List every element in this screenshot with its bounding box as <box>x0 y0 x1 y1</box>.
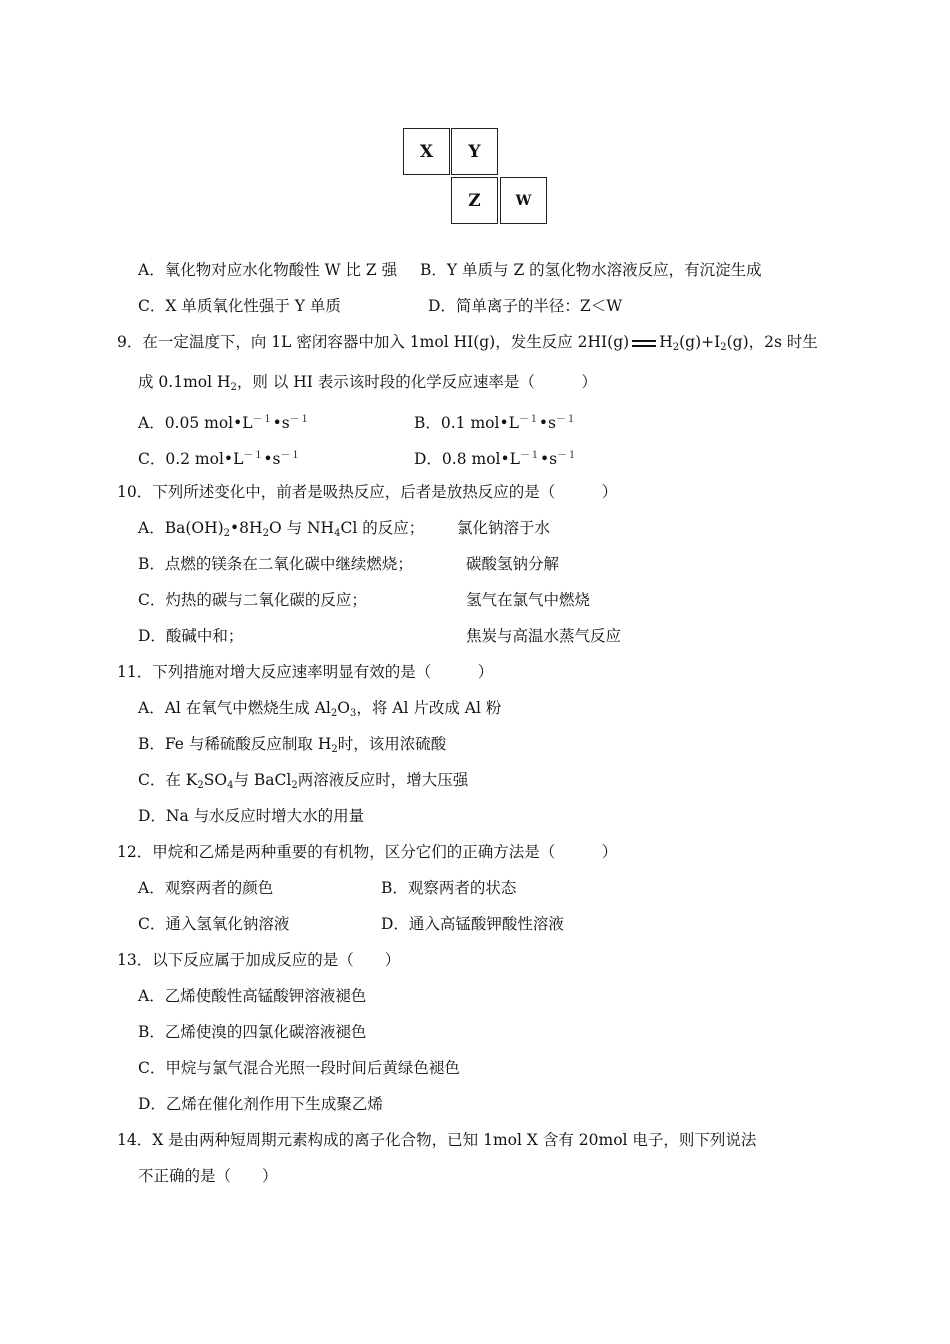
q8-option-d: D．简单离子的半径：Z＜W <box>428 297 623 315</box>
q11-option-d: D．Na 与水反应时增大水的用量 <box>138 807 365 825</box>
q9-stem-line2: 成 0.1mol $H_2$，则 以 HI 表示该时段的化学反应速率是（ ） <box>138 373 597 393</box>
grid-cell-w: W <box>500 177 547 224</box>
grid-cell-y: Y <box>451 128 498 175</box>
q11-stem: 11．下列措施对增大反应速率明显有效的是（ ） <box>117 663 494 681</box>
q9-option-c: C．0.2 $mol•L^{-1}•s^{-1}$ <box>138 450 301 468</box>
q10-option-a-second: 氯化钠溶于水 <box>457 519 551 537</box>
q10-option-b-second: 碳酸氢钠分解 <box>466 555 560 573</box>
q14-stem-line1: 14．X 是由两种短周期元素构成的离子化合物，已知 1mol X 含有 20mol 电子，则下列说法 <box>117 1131 757 1149</box>
q10-option-a-first: A．$Ba(OH)_2•8H_2O$ 与 $NH_4Cl$ 的反应； <box>138 519 425 539</box>
q9-option-b: B．0.1 $mol•L^{-1}•s^{-1}$ <box>414 414 576 432</box>
q9-option-a: A．0.05 $mol•L^{-1}•s^{-1}$ <box>138 414 310 432</box>
q11-option-a: A．Al 在氧气中燃烧生成 $Al_2O_3$，将 Al 片改成 Al 粉 <box>138 699 502 719</box>
q10-option-c-first: C．灼热的碳与二氧化碳的反应； <box>138 591 367 609</box>
q13-option-d: D．乙烯在催化剂作用下生成聚乙烯 <box>138 1095 383 1113</box>
q9-option-d: D．0.8 $mol•L^{-1}•s^{-1}$ <box>414 450 578 468</box>
q9-stem-line1: 9．在一定温度下，向 1L 密闭容器中加入 1mol HI(g)，发生反应 2HI(g) $H_2(g)+I_2(g)$，2s 时生 <box>117 333 818 353</box>
q8-option-b: B．Y 单质与 Z 的氢化物水溶液反应，有沉淀生成 <box>420 261 762 279</box>
q10-option-d-second: 焦炭与高温水蒸气反应 <box>466 627 622 645</box>
q13-stem: 13．以下反应属于加成反应的是（ ） <box>117 951 401 969</box>
q14-stem-line2: 不正确的是（ ） <box>138 1167 278 1185</box>
q12-stem: 12．甲烷和乙烯是两种重要的有机物，区分它们的正确方法是（ ） <box>117 843 618 861</box>
q8-option-c: C．X 单质氧化性强于 Y 单质 <box>138 297 341 315</box>
grid-cell-z: Z <box>451 177 498 224</box>
q13-option-c: C．甲烷与氯气混合光照一段时间后黄绿色褪色 <box>138 1059 460 1077</box>
q12-option-c: C．通入氢氧化钠溶液 <box>138 915 290 933</box>
q10-option-d-first: D．酸碱中和； <box>138 627 244 645</box>
q10-option-b-first: B．点燃的镁条在二氧化碳中继续燃烧； <box>138 555 413 573</box>
q11-option-c: C．在 $K_2SO_4$与 BaCl$_2$两溶液反应时，增大压强 <box>138 771 469 791</box>
grid-cell-x: X <box>403 128 450 175</box>
q12-option-d: D．通入高锰酸钾酸性溶液 <box>381 915 564 933</box>
q13-option-b: B．乙烯使溴的四氯化碳溶液褪色 <box>138 1023 367 1041</box>
q10-option-c-second: 氢气在氯气中燃烧 <box>466 591 591 609</box>
q13-option-a: A．乙烯使酸性高锰酸钾溶液褪色 <box>138 987 367 1005</box>
element-grid-figure <box>403 128 549 226</box>
q11-option-b: B．Fe 与稀硫酸反应制取 $H_2$时，该用浓硫酸 <box>138 735 447 755</box>
equilibrium-arrow-icon <box>630 338 658 348</box>
q12-option-b: B．观察两者的状态 <box>381 879 517 897</box>
q12-option-a: A．观察两者的颜色 <box>138 879 274 897</box>
q8-option-a: A．氧化物对应水化物酸性 W 比 Z 强 <box>138 261 398 279</box>
q10-stem: 10．下列所述变化中，前者是吸热反应，后者是放热反应的是（ ） <box>117 483 618 501</box>
